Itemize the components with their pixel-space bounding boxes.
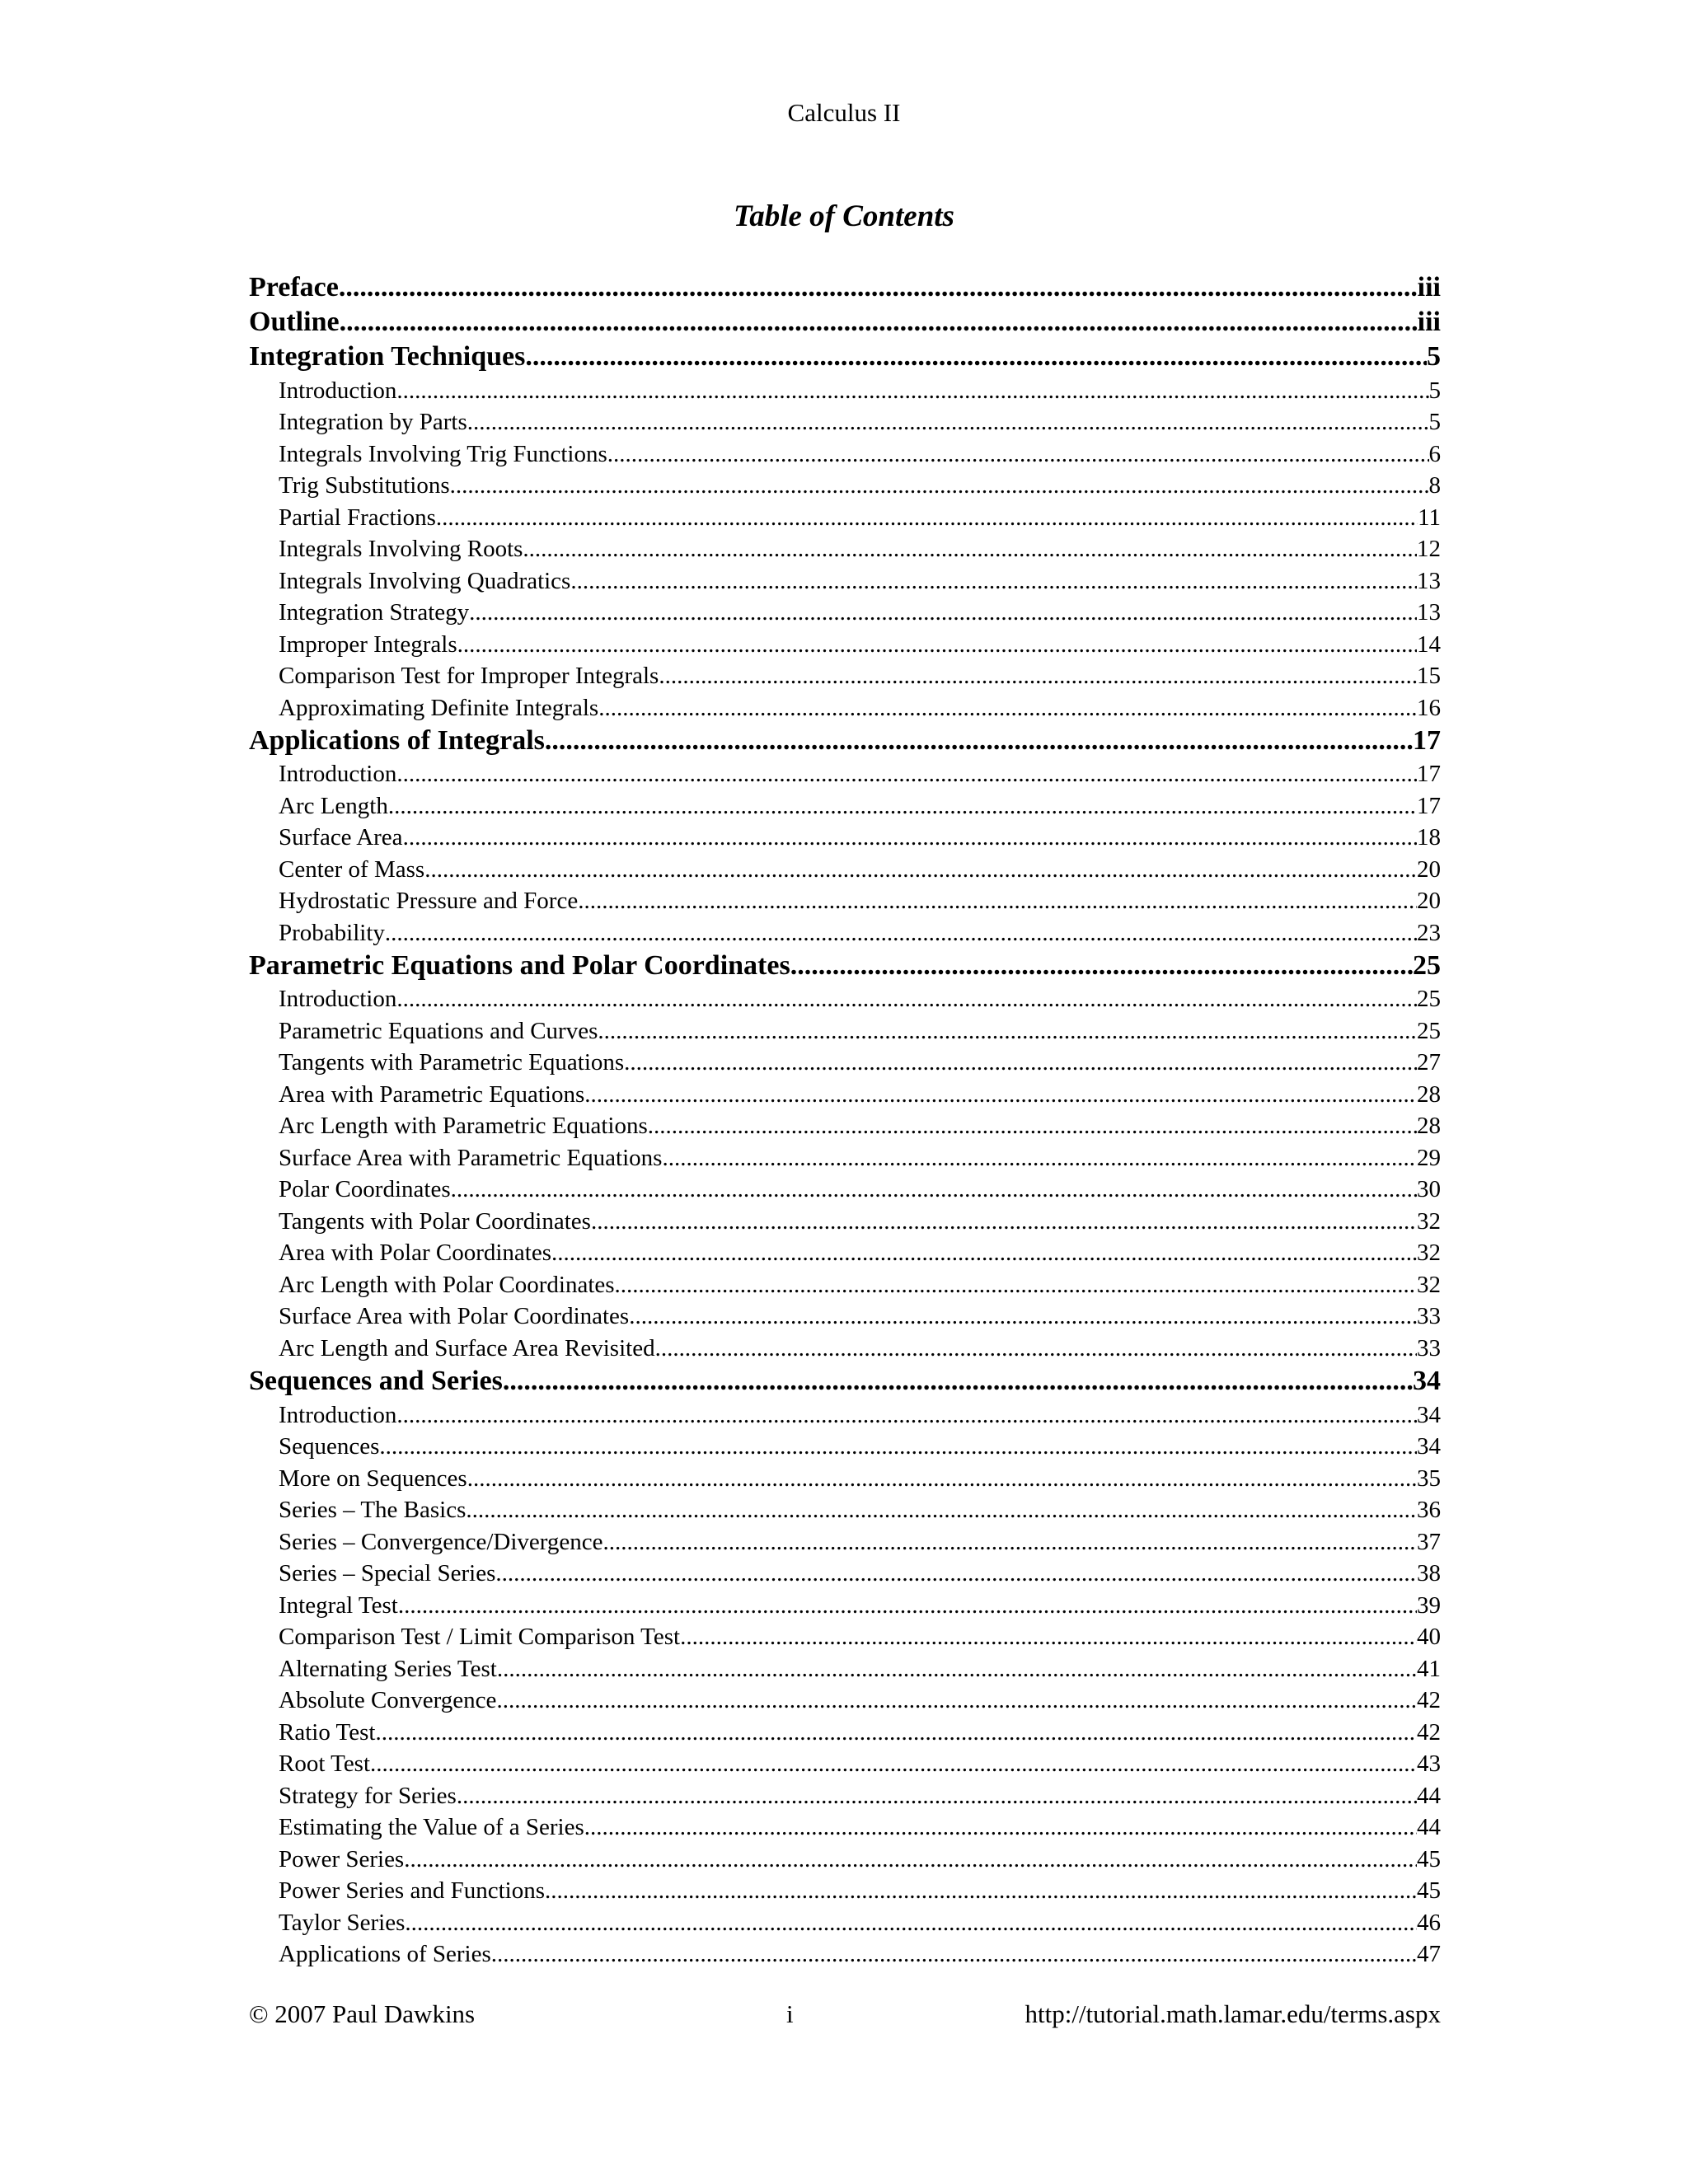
toc-entry-page: 35 [1417, 1465, 1441, 1492]
toc-section-entry[interactable] [249, 1875, 1441, 1907]
toc-entry-label: Partial Fractions [279, 504, 436, 531]
toc-section-entry[interactable] [249, 1558, 1441, 1590]
toc-entry-label: Trig Substitutions [279, 472, 450, 499]
toc-entry-page: 42 [1417, 1718, 1441, 1746]
toc-entry-label: Introduction [279, 1401, 397, 1428]
toc-entry-page: 25 [1413, 950, 1441, 982]
toc-entry-label: Integrals Involving Trig Functions [279, 440, 607, 467]
toc-entry-page: 39 [1417, 1591, 1441, 1619]
toc-section-entry[interactable] [249, 660, 1441, 692]
toc-section-entry[interactable] [249, 1780, 1441, 1812]
toc-section-entry[interactable] [249, 533, 1441, 565]
toc-dot-leader [451, 1174, 1417, 1205]
toc-dot-leader [615, 1269, 1417, 1301]
toc-entry-label: More on Sequences [279, 1465, 467, 1492]
toc-dot-leader [624, 1047, 1417, 1078]
toc-section-entry[interactable] [249, 1301, 1441, 1333]
toc-dot-leader [570, 565, 1417, 597]
toc-section-entry[interactable] [249, 1844, 1441, 1876]
toc-entry-page: iii [1417, 307, 1441, 338]
toc-section-entry[interactable] [249, 1717, 1441, 1749]
toc-entry-page: 34 [1413, 1366, 1441, 1397]
toc-section-entry[interactable] [249, 1938, 1441, 1971]
toc-section-entry[interactable] [249, 1399, 1441, 1432]
toc-entry-page: 12 [1417, 536, 1441, 563]
toc-dot-leader [591, 1206, 1417, 1237]
toc-section-entry[interactable] [249, 983, 1441, 1015]
toc-section-entry[interactable] [249, 1269, 1441, 1301]
toc-dot-leader [629, 1301, 1417, 1332]
toc-entry-page: 38 [1417, 1560, 1441, 1587]
toc-dot-leader [790, 949, 1413, 983]
toc-entry-page: 29 [1417, 1144, 1441, 1171]
toc-dot-leader [598, 692, 1417, 724]
toc-entry-page: 30 [1417, 1176, 1441, 1203]
toc-section-entry[interactable] [249, 854, 1441, 886]
toc-entry-label: Estimating the Value of a Series [279, 1814, 584, 1841]
toc-dot-leader [436, 502, 1418, 533]
toc-entry-label: Arc Length with Parametric Equations [279, 1113, 648, 1140]
toc-entry-page: 18 [1417, 824, 1441, 851]
toc-dot-leader [385, 917, 1417, 949]
toc-chapter-entry[interactable] [249, 305, 1441, 340]
toc-dot-leader [578, 885, 1417, 916]
toc-entry-page: 5 [1428, 409, 1441, 436]
toc-entry-label: Comparison Test / Limit Comparison Test [279, 1624, 681, 1651]
toc-dot-leader [491, 1938, 1417, 1970]
toc-entry-label: Taylor Series [279, 1909, 406, 1936]
toc-section-entry[interactable] [249, 1333, 1441, 1365]
toc-section-entry[interactable] [249, 1431, 1441, 1463]
toc-entry-label: Improper Integrals [279, 630, 457, 658]
toc-dot-leader [404, 1844, 1417, 1875]
toc-entry-page: 45 [1417, 1845, 1441, 1872]
toc-entry-page: 37 [1417, 1528, 1441, 1555]
toc-entry-page: 33 [1417, 1334, 1441, 1361]
toc-entry-label: Introduction [279, 761, 397, 788]
toc-entry-label: Introduction [279, 377, 397, 404]
toc-entry-page: 16 [1417, 694, 1441, 721]
toc-entry-page: 44 [1417, 1814, 1441, 1841]
toc-dot-leader [396, 983, 1417, 1015]
toc-entry-page: 32 [1417, 1207, 1441, 1235]
toc-entry-label: Applications of Integrals [249, 725, 545, 757]
toc-entry-label: Approximating Definite Integrals [279, 694, 599, 721]
toc-dot-leader [370, 1748, 1417, 1779]
toc-dot-leader [466, 1494, 1417, 1526]
toc-dot-leader [396, 1399, 1417, 1431]
toc-dot-leader [379, 1431, 1417, 1462]
footer-copyright: © 2007 Paul Dawkins [249, 1999, 476, 2028]
toc-entry-label: Area with Parametric Equations [279, 1080, 585, 1108]
toc-entry-label: Absolute Convergence [279, 1687, 497, 1714]
toc-entry-page: 32 [1417, 1271, 1441, 1298]
toc-entry-label: Tangents with Polar Coordinates [279, 1207, 591, 1235]
toc-section-entry[interactable] [249, 790, 1441, 823]
toc-section-entry[interactable] [249, 1079, 1441, 1111]
toc-entry-label: Arc Length with Polar Coordinates [279, 1271, 615, 1298]
toc-entry-label: Probability [279, 919, 385, 946]
toc-entry-label: Ratio Test [279, 1718, 376, 1746]
toc-section-entry[interactable] [249, 1206, 1441, 1238]
toc-entry-page: 17 [1417, 761, 1441, 788]
toc-entry-page: 17 [1417, 792, 1441, 819]
toc-section-entry[interactable] [249, 1237, 1441, 1269]
toc-dot-leader [525, 340, 1427, 374]
toc-entry-label: Integration by Parts [279, 409, 467, 436]
toc-section-entry[interactable] [249, 565, 1441, 598]
toc-section-entry[interactable] [249, 597, 1441, 629]
toc-entry-page: 23 [1417, 919, 1441, 946]
toc-section-entry[interactable] [249, 375, 1441, 407]
toc-section-entry[interactable] [249, 1621, 1441, 1653]
toc-dot-leader [551, 1237, 1417, 1268]
toc-entry-page: 14 [1417, 630, 1441, 658]
toc-dot-leader [503, 1364, 1413, 1399]
toc-entry-page: 27 [1417, 1049, 1441, 1076]
toc-dot-leader [584, 1079, 1417, 1110]
toc-entry-label: Integration Techniques [249, 341, 526, 373]
toc-entry-label: Parametric Equations and Polar Coordinates [249, 950, 790, 982]
toc-title: Table of Contents [734, 199, 954, 233]
toc-entry-page: 5 [1428, 377, 1441, 404]
toc-section-entry[interactable] [249, 1463, 1441, 1495]
toc-dot-leader [388, 790, 1417, 822]
toc-section-entry[interactable] [249, 1142, 1441, 1174]
toc-dot-leader [496, 1685, 1417, 1716]
page-footer [249, 1998, 1441, 2031]
toc-dot-leader [396, 375, 1428, 406]
toc-entry-page: 45 [1417, 1877, 1441, 1905]
toc-entry-label: Comparison Test for Improper Integrals [279, 663, 659, 690]
table-of-contents [249, 270, 1441, 1971]
toc-entry-page: 44 [1417, 1782, 1441, 1809]
toc-dot-leader [495, 1558, 1417, 1589]
toc-section-entry[interactable] [249, 917, 1441, 949]
toc-section-entry[interactable] [249, 1907, 1441, 1939]
toc-entry-page: 6 [1428, 440, 1441, 467]
toc-entry-label: Area with Polar Coordinates [279, 1240, 552, 1267]
toc-dot-leader [545, 1875, 1417, 1906]
toc-entry-label: Alternating Series Test [279, 1655, 497, 1682]
toc-section-entry[interactable] [249, 438, 1441, 471]
toc-dot-leader [469, 597, 1417, 628]
toc-entry-page: iii [1417, 272, 1441, 302]
toc-section-entry[interactable] [249, 470, 1441, 502]
toc-dot-leader [648, 1110, 1417, 1141]
footer-url[interactable]: http://tutorial.math.lamar.edu/terms.aspx [1025, 1999, 1441, 2028]
toc-entry-page: 36 [1417, 1497, 1441, 1524]
toc-entry-page: 28 [1417, 1113, 1441, 1140]
toc-entry-page: 17 [1413, 725, 1441, 757]
toc-section-entry[interactable] [249, 1811, 1441, 1844]
toc-dot-leader [396, 758, 1417, 790]
toc-section-entry[interactable] [249, 1494, 1441, 1526]
toc-entry-label: Tangents with Parametric Equations [279, 1049, 625, 1076]
toc-dot-leader [523, 533, 1417, 565]
toc-section-entry[interactable] [249, 406, 1441, 438]
toc-entry-label: Integrals Involving Roots [279, 536, 523, 563]
toc-dot-leader [457, 629, 1417, 660]
toc-entry-label: Power Series and Functions [279, 1877, 545, 1905]
toc-dot-leader [339, 270, 1418, 305]
toc-section-entry[interactable] [249, 758, 1441, 790]
toc-entry-label: Power Series [279, 1845, 405, 1872]
toc-dot-leader [467, 406, 1429, 438]
toc-chapter-entry[interactable] [249, 1364, 1441, 1399]
toc-chapter-entry[interactable] [249, 270, 1441, 305]
toc-section-entry[interactable] [249, 1047, 1441, 1079]
toc-entry-label: Sequences and Series [249, 1366, 503, 1397]
toc-entry-label: Surface Area [279, 824, 403, 851]
toc-dot-leader [450, 470, 1429, 501]
toc-dot-leader [545, 724, 1413, 758]
toc-entry-page: 28 [1417, 1080, 1441, 1108]
toc-section-entry[interactable] [249, 1653, 1441, 1685]
toc-entry-label: Center of Mass [279, 855, 425, 883]
toc-entry-label: Outline [249, 307, 340, 338]
toc-entry-label: Arc Length [279, 792, 388, 819]
toc-entry-page: 42 [1417, 1687, 1441, 1714]
toc-dot-leader [375, 1717, 1417, 1748]
toc-entry-label: Applications of Series [279, 1941, 491, 1968]
toc-section-entry[interactable] [249, 1590, 1441, 1622]
toc-entry-page: 34 [1417, 1401, 1441, 1428]
toc-entry-label: Parametric Equations and Curves [279, 1017, 598, 1044]
toc-section-entry[interactable] [249, 1748, 1441, 1780]
toc-section-entry[interactable] [249, 822, 1441, 854]
toc-entry-page: 25 [1417, 1017, 1441, 1044]
toc-dot-leader [424, 854, 1417, 885]
running-header: Calculus II [787, 98, 901, 127]
toc-section-entry[interactable] [249, 692, 1441, 724]
toc-entry-label: Series – Special Series [279, 1560, 496, 1587]
toc-entry-page: 25 [1417, 986, 1441, 1013]
toc-entry-label: Introduction [279, 986, 397, 1013]
toc-section-entry[interactable] [249, 502, 1441, 534]
toc-entry-label: Integral Test [279, 1591, 398, 1619]
toc-chapter-entry[interactable] [249, 724, 1441, 758]
toc-chapter-entry[interactable] [249, 949, 1441, 983]
toc-entry-page: 13 [1417, 567, 1441, 594]
toc-entry-label: Integration Strategy [279, 599, 470, 626]
toc-dot-leader [467, 1463, 1417, 1494]
toc-entry-page: 32 [1417, 1240, 1441, 1267]
toc-entry-page: 5 [1427, 341, 1441, 373]
toc-section-entry[interactable] [249, 1015, 1441, 1047]
toc-section-entry[interactable] [249, 1174, 1441, 1206]
toc-entry-label: Root Test [279, 1750, 371, 1778]
toc-dot-leader [403, 822, 1417, 853]
toc-entry-page: 20 [1417, 855, 1441, 883]
toc-entry-page: 41 [1417, 1655, 1441, 1682]
toc-entry-page: 43 [1417, 1750, 1441, 1778]
toc-dot-leader [405, 1907, 1417, 1938]
toc-dot-leader [662, 1142, 1417, 1174]
toc-dot-leader [607, 438, 1429, 470]
toc-dot-leader [340, 305, 1418, 340]
toc-section-entry[interactable] [249, 885, 1441, 917]
toc-section-entry[interactable] [249, 1526, 1441, 1558]
toc-dot-leader [603, 1526, 1417, 1558]
toc-entry-page: 13 [1417, 599, 1441, 626]
toc-dot-leader [655, 1333, 1417, 1364]
toc-section-entry[interactable] [249, 1685, 1441, 1717]
toc-entry-label: Integrals Involving Quadratics [279, 567, 571, 594]
toc-entry-label: Hydrostatic Pressure and Force [279, 888, 579, 915]
toc-entry-label: Series – Convergence/Divergence [279, 1528, 603, 1555]
toc-entry-label: Sequences [279, 1433, 380, 1460]
toc-entry-page: 34 [1417, 1433, 1441, 1460]
toc-dot-leader [680, 1621, 1417, 1652]
toc-entry-page: 20 [1417, 888, 1441, 915]
toc-entry-label: Arc Length and Surface Area Revisited [279, 1334, 655, 1361]
toc-entry-page: 46 [1417, 1909, 1441, 1936]
toc-entry-page: 8 [1428, 472, 1441, 499]
toc-dot-leader [497, 1653, 1417, 1685]
toc-dot-leader [584, 1811, 1417, 1843]
toc-entry-page: 33 [1417, 1303, 1441, 1330]
toc-dot-leader [457, 1780, 1417, 1811]
toc-chapter-entry[interactable] [249, 340, 1441, 374]
toc-entry-page: 15 [1417, 663, 1441, 690]
toc-entry-label: Strategy for Series [279, 1782, 457, 1809]
toc-entry-label: Series – The Basics [279, 1497, 467, 1524]
toc-dot-leader [398, 1590, 1417, 1621]
toc-dot-leader [659, 660, 1417, 691]
toc-section-entry[interactable] [249, 1110, 1441, 1142]
toc-entry-label: Surface Area with Polar Coordinates [279, 1303, 630, 1330]
toc-entry-label: Preface [249, 272, 339, 302]
toc-entry-page: 11 [1418, 504, 1441, 531]
footer-page-number: i [786, 1999, 794, 2028]
toc-entry-label: Surface Area with Parametric Equations [279, 1144, 663, 1171]
toc-entry-page: 40 [1417, 1624, 1441, 1651]
toc-entry-page: 47 [1417, 1941, 1441, 1968]
toc-dot-leader [598, 1015, 1417, 1047]
toc-section-entry[interactable] [249, 629, 1441, 661]
toc-entry-label: Polar Coordinates [279, 1176, 451, 1203]
